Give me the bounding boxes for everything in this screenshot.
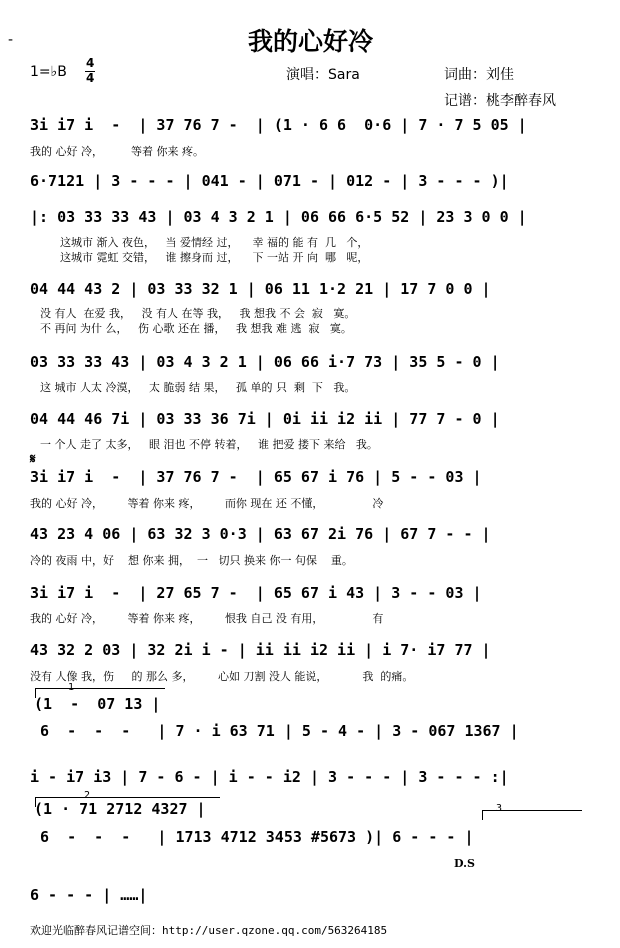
song-title: 我的心好冷 <box>248 27 374 56</box>
lyrics-row-8: 冷的 夜雨 中，好 想 你来 拥， 一 切只 换来 你一 句保 重。 <box>30 554 353 567</box>
volta-2-bracket <box>35 797 220 798</box>
volta-1-notes: (1 - 07 13 | <box>34 695 161 713</box>
lyrics-row-4-verse-1: 没 有人 在爱 我， 没 有人 在等 我， 我 想我 不 会 寂 寞。 <box>40 307 356 320</box>
lyrics-row-3-verse-1: 这城市 渐入 夜色， 当 爱情经 过， 幸 福的 能 有 几 个， <box>60 236 369 249</box>
notation-row-12: i - i7 i3 | 7 - 6 - | i - - i2 | 3 - - - | 3 - - - :| <box>30 768 509 786</box>
notation-row-4: 04 44 43 2 | 03 33 32 1 | 06 11 1·2 21 | 17 7 0 0 | <box>30 280 491 298</box>
segno-sign: 𝄋 <box>30 452 36 467</box>
volta-2-notes: (1 · 71 2712 4327 | <box>34 800 206 818</box>
notation-row-1: 3i i7 i - | 37 76 7 - | (1 · 6 6 0·6 | 7 · 7 5 05 | <box>30 116 527 134</box>
time-signature-top: 4 <box>86 56 95 70</box>
notation-row-6: 04 44 46 7i | 03 33 36 7i | 0i ii i2 ii | 77 7 - 0 | <box>30 410 500 428</box>
volta-3-number: 3 <box>496 803 503 814</box>
lyrics-row-10: 没有 人像 我，伤 的 那么 多， 心如 刀割 没人 能说， 我 的痛。 <box>30 670 414 683</box>
notation-row-9: 3i i7 i - | 27 65 7 - | 65 67 i 43 | 3 - - 03 | <box>30 584 482 602</box>
lyrics-row-3-verse-2: 这城市 霓虹 交错， 谁 擦身而 过， 下 一站 开 向 哪 呢， <box>60 251 369 264</box>
transcriber: 记谱：桃李醉春风 <box>444 93 556 109</box>
volta-3-bracket-hook <box>482 810 483 820</box>
lyrics-row-5: 这 城市 人太 冷漠， 太 脆弱 结 果， 孤 单的 只 剩 下 我。 <box>40 381 356 394</box>
volta-2-number: 2 <box>84 790 91 801</box>
lyrics-row-4-verse-2: 不 再问 为什 么， 伤 心歌 还在 播， 我 想我 难 逃 寂 寞。 <box>40 322 352 335</box>
notation-row-14: 6 - - - | ……| <box>30 886 148 904</box>
singer: 演唱：Sara <box>286 67 360 83</box>
key-signature: 1=♭B <box>30 64 67 80</box>
time-signature-bottom: 4 <box>86 71 95 85</box>
notation-row-5: 03 33 33 43 | 03 4 3 2 1 | 06 66 i·7 73 | 35 5 - 0 | <box>30 353 500 371</box>
notation-row-2: 6·7121 | 3 - - - | 041 - | 071 - | 012 - | 3 - - - )| <box>30 172 509 190</box>
lyrics-row-7: 我的 心好 冷， 等着 你来 疼， 而你 现在 还 不懂， 冷 <box>30 497 384 510</box>
left-margin-dash: - <box>8 32 14 48</box>
lyrics-row-9: 我的 心好 冷， 等着 你来 疼， 恨我 自己 没 有用， 有 <box>30 612 384 625</box>
notation-row-10: 43 32 2 03 | 32 2i i - | ii ii i2 ii | i 7· i7 77 | <box>30 641 491 659</box>
volta-1-bracket <box>35 688 165 689</box>
notation-row-8: 43 23 4 06 | 63 32 3 0·3 | 63 67 2i 76 | 67 7 - - | <box>30 525 491 543</box>
dal-segno-mark: D.S <box>454 857 475 870</box>
lyricist: 词曲：刘佳 <box>444 67 514 83</box>
footer-link-text: 欢迎光临醉春风记谱空间：http://user.qzone.qq.com/563264185 <box>30 924 388 937</box>
notation-row-7: 3i i7 i - | 37 76 7 - | 65 67 i 76 | 5 - - 03 | <box>30 468 482 486</box>
lyrics-row-6: 一 个人 走了 太多， 眼 泪也 不停 转着， 谁 把爱 搂下 来给 我。 <box>40 438 378 451</box>
notation-row-11: 6 - - - | 7 · i 63 71 | 5 - 4 - | 3 - 067 1367 | <box>40 722 519 740</box>
volta-1-number: 1 <box>68 682 75 693</box>
notation-row-13: 6 - - - | 1713 4712 3453 #5673 )| 6 - - - | <box>40 828 474 846</box>
notation-row-3: |: 03 33 33 43 | 03 4 3 2 1 | 06 66 6·5 52 | 23 3 0 0 | <box>30 208 527 226</box>
lyrics-row-1: 我的 心好 冷， 等着 你来 疼。 <box>30 145 204 158</box>
